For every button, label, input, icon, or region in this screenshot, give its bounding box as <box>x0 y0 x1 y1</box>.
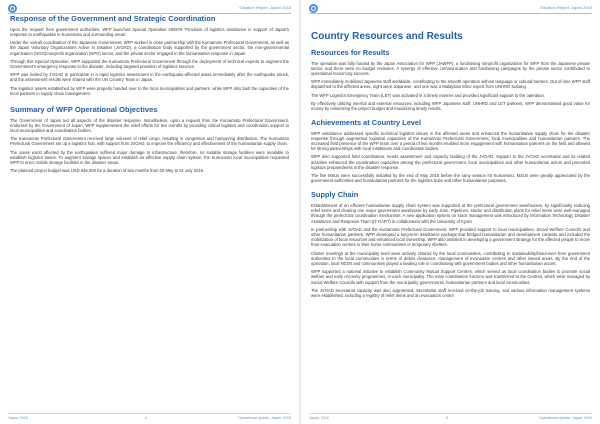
right-content <box>311 15 590 301</box>
page-title: Country Resources and Results <box>311 31 463 42</box>
section-title-operational-objectives: Summary of WFP Operational Objectives <box>10 104 158 114</box>
paragraph: The Government of Japan led all aspects of the disaster response. Nonetheless, upon a request from the Kumamoto Prefectural Government, endorsed by the Government of Japan, WFP supplemented the relief efforts for two months by providing critical logistics and coordination support to local municipalities and coordination bodies. <box>10 117 289 134</box>
page-number: 4 <box>145 416 147 420</box>
right-page <box>301 0 600 424</box>
paragraph: The JVOAD secretariat capacity was also augmented. Secretariat staff received on-the-job training, and various information management systems were established, including a registry of relief items and an evacuation centre <box>311 287 590 299</box>
paragraph: Under the overall coordination of the Japanese Government, WFP worked in close partnership with the Kumamoto Prefectural Government, as well as the Japan Voluntary Organizations Active in Disaster (JVOAD), a coordination body supported by the government sector, the non-governmental organization (NGO)/nonprofit organization (NPO) sector, and the private sector engaged in the humanitarian response in Japan. <box>10 40 289 56</box>
wfp-logo-icon <box>8 4 17 13</box>
section-title-resources: Resources for Results <box>311 48 390 57</box>
paragraph: Upon the request from government authorities, WFP launched Special Operation 200979 'Provision of logistics assistance in support of Japan's response to earthquakes in Kumamoto and surrounding areas'. <box>10 26 289 37</box>
paragraph: By effectively utilizing internal and external resources, including WFP Japanese staff, UNHRD and LET partners, WFP demonstrated good value for money by minimizing the project budget and maximizing timely results. <box>311 100 590 111</box>
footer-left: Japan, 2016 <box>309 416 329 420</box>
paragraph: Through this Special Operation, WFP supported the Kumamoto Prefectural Government through the deployment of technical experts to augment the Government's emergency response to the disaster, including targeted provision of logistics services. <box>10 58 289 69</box>
section-title-government-response: Response of the Government and Strategic Coordination <box>10 14 216 23</box>
paragraph: WFP was invited by JVOAD to participate in a rapid logistics assessment in the earthquake-affected areas immediately after the earthquake struck, and the assessment results were shared with the UN Country Team in Japan. <box>10 72 289 83</box>
paragraph: The WFP Logistics Emergency Team (LET) was activated in a timely manner and provided significant support to the operation. <box>311 92 545 98</box>
paragraph: WFP immediately mobilized Japanese staff worldwide, contributing to the smooth operation without language or cultural barriers. Out of nine WFP staff dispatched to the affected areas, eight were Japanese, and one was a Malaysian MSU expert from UNHRD Subang. <box>311 79 590 90</box>
running-header: Situation Report, Japan 2016 <box>540 5 592 10</box>
footer-right: Operational Update, Japan: 2016 <box>539 416 592 420</box>
footer-rule <box>309 413 592 414</box>
paragraph: WFP also supported field coordination, needs assessment and capacity building of the JVOAD. Support to the JVOAD secretariat and its related activities enhanced the coordination capacities among the prefectural government, local municipalities and other humanitarian actors and promoted logistics preparedness in the disaster response. <box>311 154 590 170</box>
paragraph: The logistics assets established by WFP were properly handed over to the local municipalities and partners, while WFP also built the capacities of the local partners in supply chain management. <box>10 85 289 96</box>
left-page <box>0 0 299 424</box>
paragraph: In partnership with JVOAD and the Kumamoto Prefectural Government, WFP provided support to local municipalities, Social Welfare Councils and other humanitarian partners. WFP developed a long-term assistance package that bridged humanitarian and development contexts and included the mobilization of local resources and enhanced local ownership. WFP also assisted in developing a government strategy for the affected people to move from evacuation centres to their home communities or temporary shelters. <box>311 226 590 248</box>
footer-rule <box>8 413 291 414</box>
paragraph: WFP assistance addressed specific technical logistics issues in the affected areas and enhanced the humanitarian supply chain for the disaster response through augmented logistical capacities of the Kumamoto Prefectural Government, local municipalities and humanitarian partners. The increased field presence of the WFP team over a period of two months enabled more engagement with humanitarian partners on the field and allowed for strong partnerships with local institutions and coordination bodies. <box>311 130 590 152</box>
paragraph: WFP supported a national initiative to establish Community Mutual Support Centres, which served as local coordination bodies to promote social welfare and early recovery programmes, in each municipality. The main coordination function was transferred to the Centres, which were managed by Social Welfare Councils with support from the municipality governments, humanitarian partners and local communities. <box>311 269 590 285</box>
paragraph: The Kumamoto Prefectural Government received large volumes of relief cargo, resulting in congestion and hampering distribution. The Kumamoto Prefectural Government set up a logistics hub, with support from JVOAD, to improve the efficiency and effectiveness of the humanitarian supply chain. <box>10 136 289 147</box>
paragraph: Establishment of an efficient humanitarian supply chain system was supported at the prefectural government warehouses, by significantly reducing relief items and clearing one major government warehouse by early June. Pipelines, stocks and distribution plans for relief items were well-managed through the prefectural coordination mechanism. A new application system on stock management was introduced by Information Technology Disaster Assistance and Response Team (IT DART) in collaboration with the University of Kyoto. <box>311 203 590 224</box>
paragraph: The planned project budget was USD 646,000 for a duration of two months from 02 May to 01 July 2016. <box>10 168 205 174</box>
paragraph: The operation was fully funded by the Japan Association for WFP (JAWFP), a fundraising nonprofit organization for WFP from the Japanese private sector, and there were no budget revisions. A synergy of effective communication and fundraising campaigns by the private sector contributed to operational resourcing success. <box>311 60 590 76</box>
section-title-supply-chain: Supply Chain <box>311 190 359 200</box>
paragraph: The areas worst affected by the earthquakes suffered major damage to infrastructure; therefore, no suitable storage facilities were available to establish logistics bases. To augment storage spaces and establish an effective supply chain system, the Kumamoto local municipalities requested WFP to erect mobile storage facilities in the disaster areas. <box>10 149 289 166</box>
footer-left: Japan, 2016 <box>8 416 28 420</box>
section-title-achievements: Achievements at Country Level <box>311 118 422 128</box>
left-content <box>10 15 289 177</box>
running-header: Situation Report, Japan 2016 <box>239 5 291 10</box>
header-rule <box>309 13 592 14</box>
paragraph: Cluster meetings at the municipality level were actively chaired by the local communities, contributing to sustainability/hand-over from government authorities to the local communities in terms of debris clearance, management of evacuation centres and other issued areas. By the end of the operation, local NGOs and communities played a leading role in coordinating with government bodies and other humanitarian actors. <box>311 250 590 267</box>
page-number: 5 <box>446 416 448 420</box>
wfp-logo-icon <box>309 4 318 13</box>
footer-right: Operational Update, Japan: 2016 <box>238 416 291 420</box>
paragraph: The five MSUs were successfully installed by the end of May 2016 before the rainy season hit Kumamoto. MSUs were greatly appreciated by the government authorities and humanitarian partners for the logistics hubs and other humanitarian purposes. <box>311 173 590 184</box>
